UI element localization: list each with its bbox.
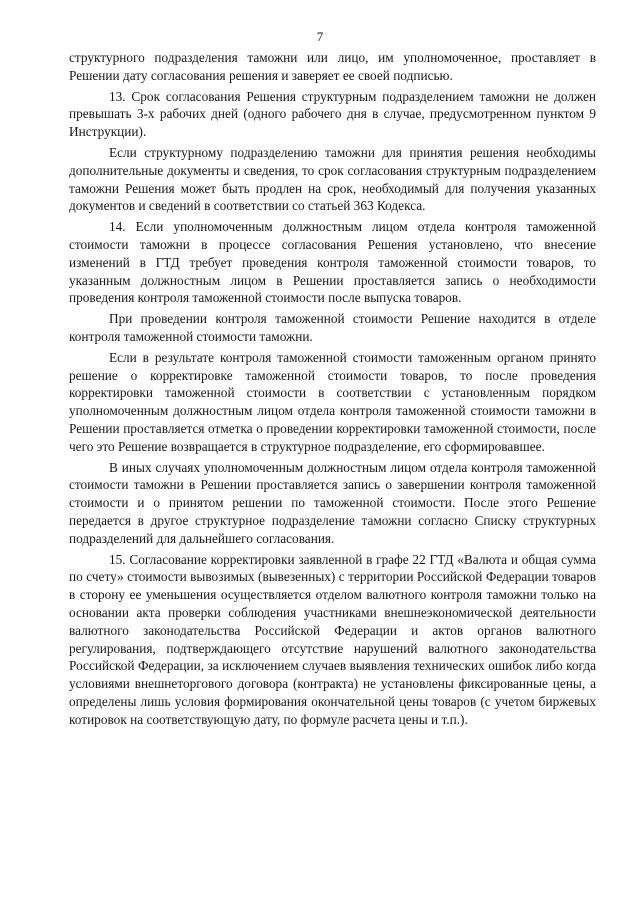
paragraph-control-location: При проведении контроля таможенной стоимости Решение находится в отделе контроля таможенной стоимости таможни. <box>69 311 596 344</box>
paragraph-correction-result: Если в результате контроля таможенной стоимости таможенным органом принято решение о корректировке таможенной стоимости товаров, то после проведения корректировки таможенной стоимости в соответствии с установленным порядком уполномоченным должностным лицом отдела контроля таможенной стоимости таможни в Решении проставляется отметка о проведении корректировки таможенной стоимости, после чего это Решение возвращается в структурное подразделение, его сформировавшее. <box>69 349 596 454</box>
page-number: 7 <box>316 29 324 44</box>
paragraph-item-15: 15. Согласование корректировки заявленной в графе 22 ГТД «Валюта и общая сумма по счету» стоимости вывозимых (вывезенных) с территории Российской Федерации товаров в сторону ее уменьшения осуществляется отделом валютного контроля таможни только на основании акта проверки соблюдения участниками внешнеэкономической деятельности валютного законодательства Российской Федерации и актов органов валютного регулирования, подтверждающего отсутствие нарушений валютного законодательства Российской Федерации, за исключением случаев выявления технических ошибок либо когда условиями внешнеторгового договора (контракта) не установлены фиксированные цены, а определены лишь условия формирования окончательной цены товаров (с учетом биржевых котировок на соответствующую дату, по формуле расчета цены и т.п.). <box>69 551 596 727</box>
paragraph-other-cases: В иных случаях уполномоченным должностным лицом отдела контроля таможенной стоимости таможни в Решении проставляется запись о завершении контроля таможенной стоимости и о принятом решении по таможенной стоимости. После этого Решение передается в другое структурное подразделение таможни согласно Списку структурных подразделений для дальнейшего согласования. <box>69 459 596 546</box>
paragraph-item-14: 14. Если уполномоченным должностным лицом отдела контроля таможенной стоимости таможни в процессе согласования Решения установлено, что внесение изменений в ГТД требует проведения контроля таможенной стоимости товаров, то указанным должностным лицом в Решении проставляется запись о необходимости проведения контроля таможенной стоимости после выпуска товаров. <box>69 219 596 306</box>
paragraph-deadline-extension: Если структурному подразделению таможни для принятия решения необходимы дополнительные документы и сведения, то срок согласования структурным подразделением таможни Решения может быть продлен на срок, необходимый для получения указанных документов и сведений в соответствии со статьей 363 Кодекса. <box>69 144 596 214</box>
document-body <box>69 49 596 731</box>
paragraph-item-13: 13. Срок согласования Решения структурным подразделением таможни не должен превышать 3-х рабочих дней (одного рабочего дня в случае, предусмотренном пунктом 9 Инструкции). <box>69 88 596 140</box>
paragraph-continuation: структурного подразделения таможни или лицо, им уполномоченное, проставляет в Решении дату согласования решения и заверяет ее своей подписью. <box>69 50 596 83</box>
